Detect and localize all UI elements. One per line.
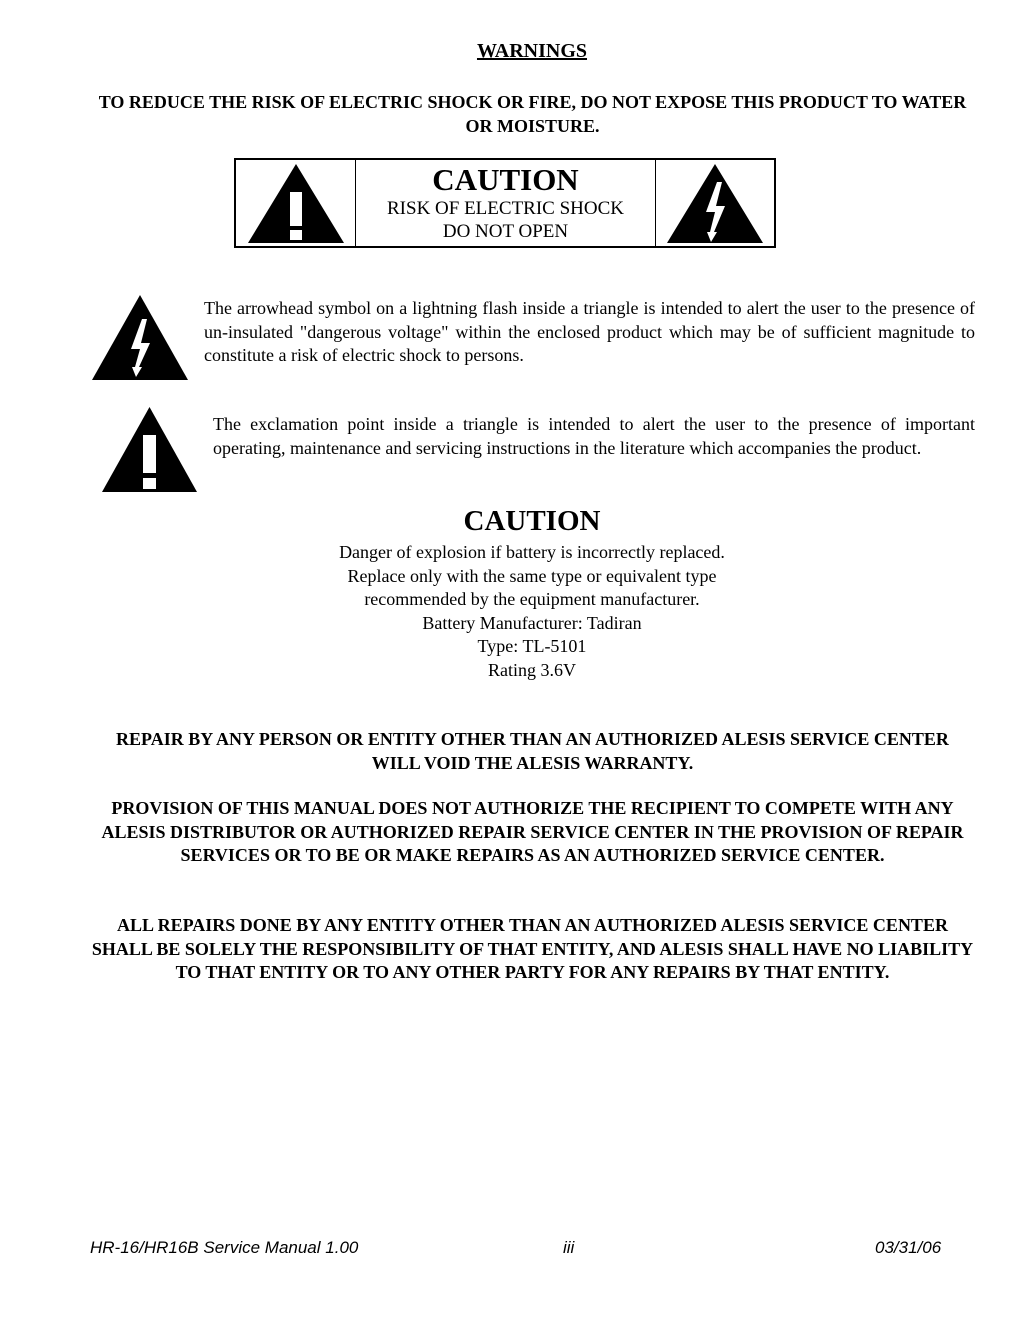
battery-caution-line: Danger of explosion if battery is incorrectly replaced. <box>339 542 725 562</box>
battery-manufacturer: Battery Manufacturer: Tadiran <box>422 612 642 633</box>
footer-date: 03/31/06 <box>875 1238 942 1257</box>
caution-box-left-cell <box>236 160 356 246</box>
warranty-notice: REPAIR BY ANY PERSON OR ENTITY OTHER THAN AN AUTHORIZED ALESIS SERVICE CENTER WILL VOID THE ALESIS WARRANTY. <box>116 729 949 773</box>
battery-type: Type: TL-5101 <box>477 636 587 656</box>
warning-exclamation-icon <box>100 405 199 493</box>
electric-shock-icon <box>665 162 765 244</box>
caution-box-heading: CAUTION <box>432 162 579 197</box>
battery-rating: Rating 3.6V <box>488 659 576 680</box>
caution-box-text-cell <box>356 160 656 246</box>
battery-caution-line: recommended by the equipment manufacturer. <box>364 589 700 609</box>
exclamation-symbol-description: The exclamation point inside a triangle is intended to alert the user to the presence of important operating, maintenance and servicing instructions in the literature which accompanies the product. <box>213 414 975 458</box>
battery-caution-heading: CAUTION <box>463 505 601 537</box>
battery-caution-text <box>0 541 1020 682</box>
caution-box-right-cell <box>656 160 774 246</box>
caution-box-line-1: RISK OF ELECTRIC SHOCK <box>387 198 624 219</box>
caution-label-box <box>234 158 776 248</box>
footer-page-number: iii <box>563 1238 575 1257</box>
lightning-symbol-description: The arrowhead symbol on a lightning flash inside a triangle is intended to alert the user to the presence of un-insulated "dangerous voltage" within the enclosed product which may be of sufficient magnitude to constitute a risk of electric shock to persons. <box>204 298 975 365</box>
moisture-warning: TO REDUCE THE RISK OF ELECTRIC SHOCK OR FIRE, DO NOT EXPOSE THIS PRODUCT TO WATER OR MOISTURE. <box>98 92 967 136</box>
warning-exclamation-icon <box>246 162 346 244</box>
footer-manual-title: HR-16/HR16B Service Manual 1.00 <box>90 1238 359 1257</box>
battery-caution-line: Replace only with the same type or equivalent type <box>347 565 717 586</box>
page-title: WARNINGS <box>476 40 588 62</box>
liability-notice: ALL REPAIRS DONE BY ANY ENTITY OTHER THAN AN AUTHORIZED ALESIS SERVICE CENTER SHALL BE SOLELY THE RESPONSIBILITY OF THAT ENTITY, AND ALESIS SHALL HAVE NO LIABILITY TO THAT ENTITY OR TO ANY OTHER PARTY FOR ANY REPAIRS BY THAT ENTITY. <box>91 915 974 982</box>
electric-shock-icon <box>90 293 190 381</box>
caution-box-line-2: DO NOT OPEN <box>442 221 569 242</box>
provision-notice: PROVISION OF THIS MANUAL DOES NOT AUTHORIZE THE RECIPIENT TO COMPETE WITH ANY ALESIS DISTRIBUTOR OR AUTHORIZED REPAIR SERVICE CENTER IN THE PROVISION OF REPAIR SERVICES OR TO BE OR MAKE REPAIRS AS AN AUTHORIZED SERVICE CENTER. <box>101 798 964 865</box>
